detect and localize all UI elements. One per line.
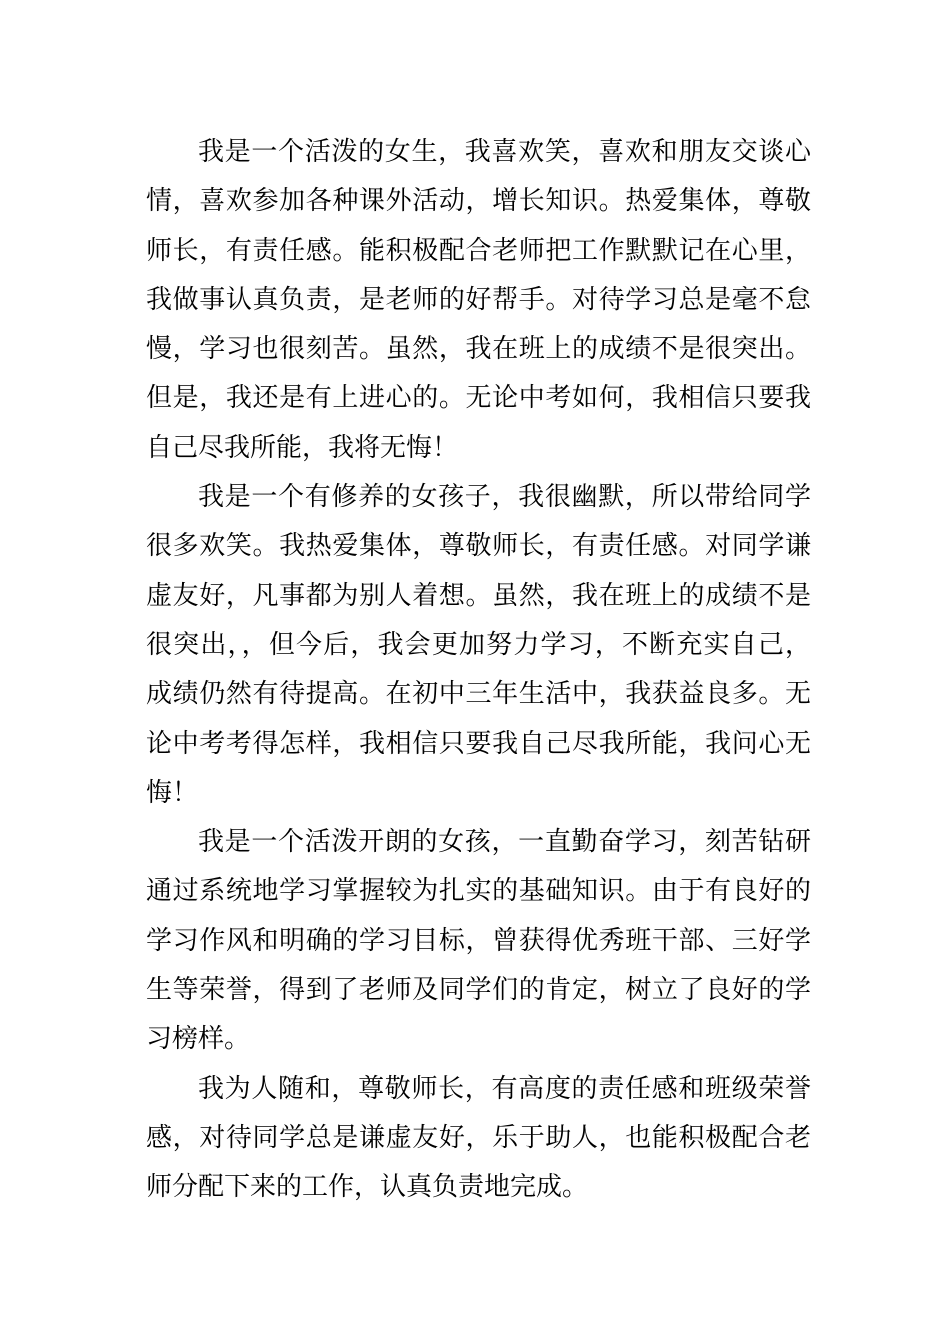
text-line: 我是一个有修养的女孩子，我很幽默，所以带给同学 xyxy=(198,482,811,513)
text-line: 师长，有责任感。能积极配合老师把工作默默记在心里， xyxy=(146,235,811,266)
text-line: 成绩仍然有待提高。在初中三年生活中，我获益良多。无 xyxy=(146,679,811,710)
paragraph-4 xyxy=(146,1065,811,1213)
text-line: 我是一个活泼开朗的女孩，一直勤奋学习，刻苦钻研 xyxy=(198,827,811,858)
text-line: 师分配下来的工作，认真负责地完成。 xyxy=(146,1172,589,1203)
text-line: 很多欢笑。我热爱集体，尊敬师长，有责任感。对同学谦 xyxy=(146,531,811,562)
paragraph-3 xyxy=(146,818,811,1064)
text-line: 慢，学习也很刻苦。虽然，我在班上的成绩不是很突出。 xyxy=(146,334,811,365)
text-line: 我是一个活泼的女生，我喜欢笑，喜欢和朋友交谈心 xyxy=(198,137,811,167)
text-line: 通过系统地学习掌握较为扎实的基础知识。由于有良好的 xyxy=(146,876,811,907)
text-line: 习榜样。 xyxy=(146,1024,251,1055)
document-body xyxy=(146,128,811,1213)
text-line: 论中考考得怎样，我相信只要我自己尽我所能，我问心无 xyxy=(146,728,811,759)
text-line: 自己尽我所能，我将无悔！ xyxy=(146,432,459,463)
text-line: 我做事认真负责，是老师的好帮手。对待学习总是毫不怠 xyxy=(146,284,811,315)
text-line: 但是，我还是有上进心的。无论中考如何，我相信只要我 xyxy=(146,383,811,414)
text-line: 很突出，，但今后，我会更加努力学习，不断充实自己， xyxy=(146,629,811,660)
text-line: 学习作风和明确的学习目标，曾获得优秀班干部、三好学 xyxy=(146,925,811,956)
text-line: 悔！ xyxy=(146,777,199,808)
text-line: 生等荣誉，得到了老师及同学们的肯定，树立了良好的学 xyxy=(146,975,811,1006)
paragraph-2 xyxy=(146,473,811,818)
text-line: 虚友好，凡事都为别人着想。虽然，我在班上的成绩不是 xyxy=(146,580,811,611)
text-line: 感，对待同学总是谦虚友好，乐于助人，也能积极配合老 xyxy=(146,1122,811,1153)
text-line: 情，喜欢参加各种课外活动，增长知识。热爱集体，尊敬 xyxy=(146,186,811,217)
text-line: 我为人随和，尊敬师长，有高度的责任感和班级荣誉 xyxy=(198,1073,811,1104)
paragraph-1 xyxy=(146,128,811,473)
